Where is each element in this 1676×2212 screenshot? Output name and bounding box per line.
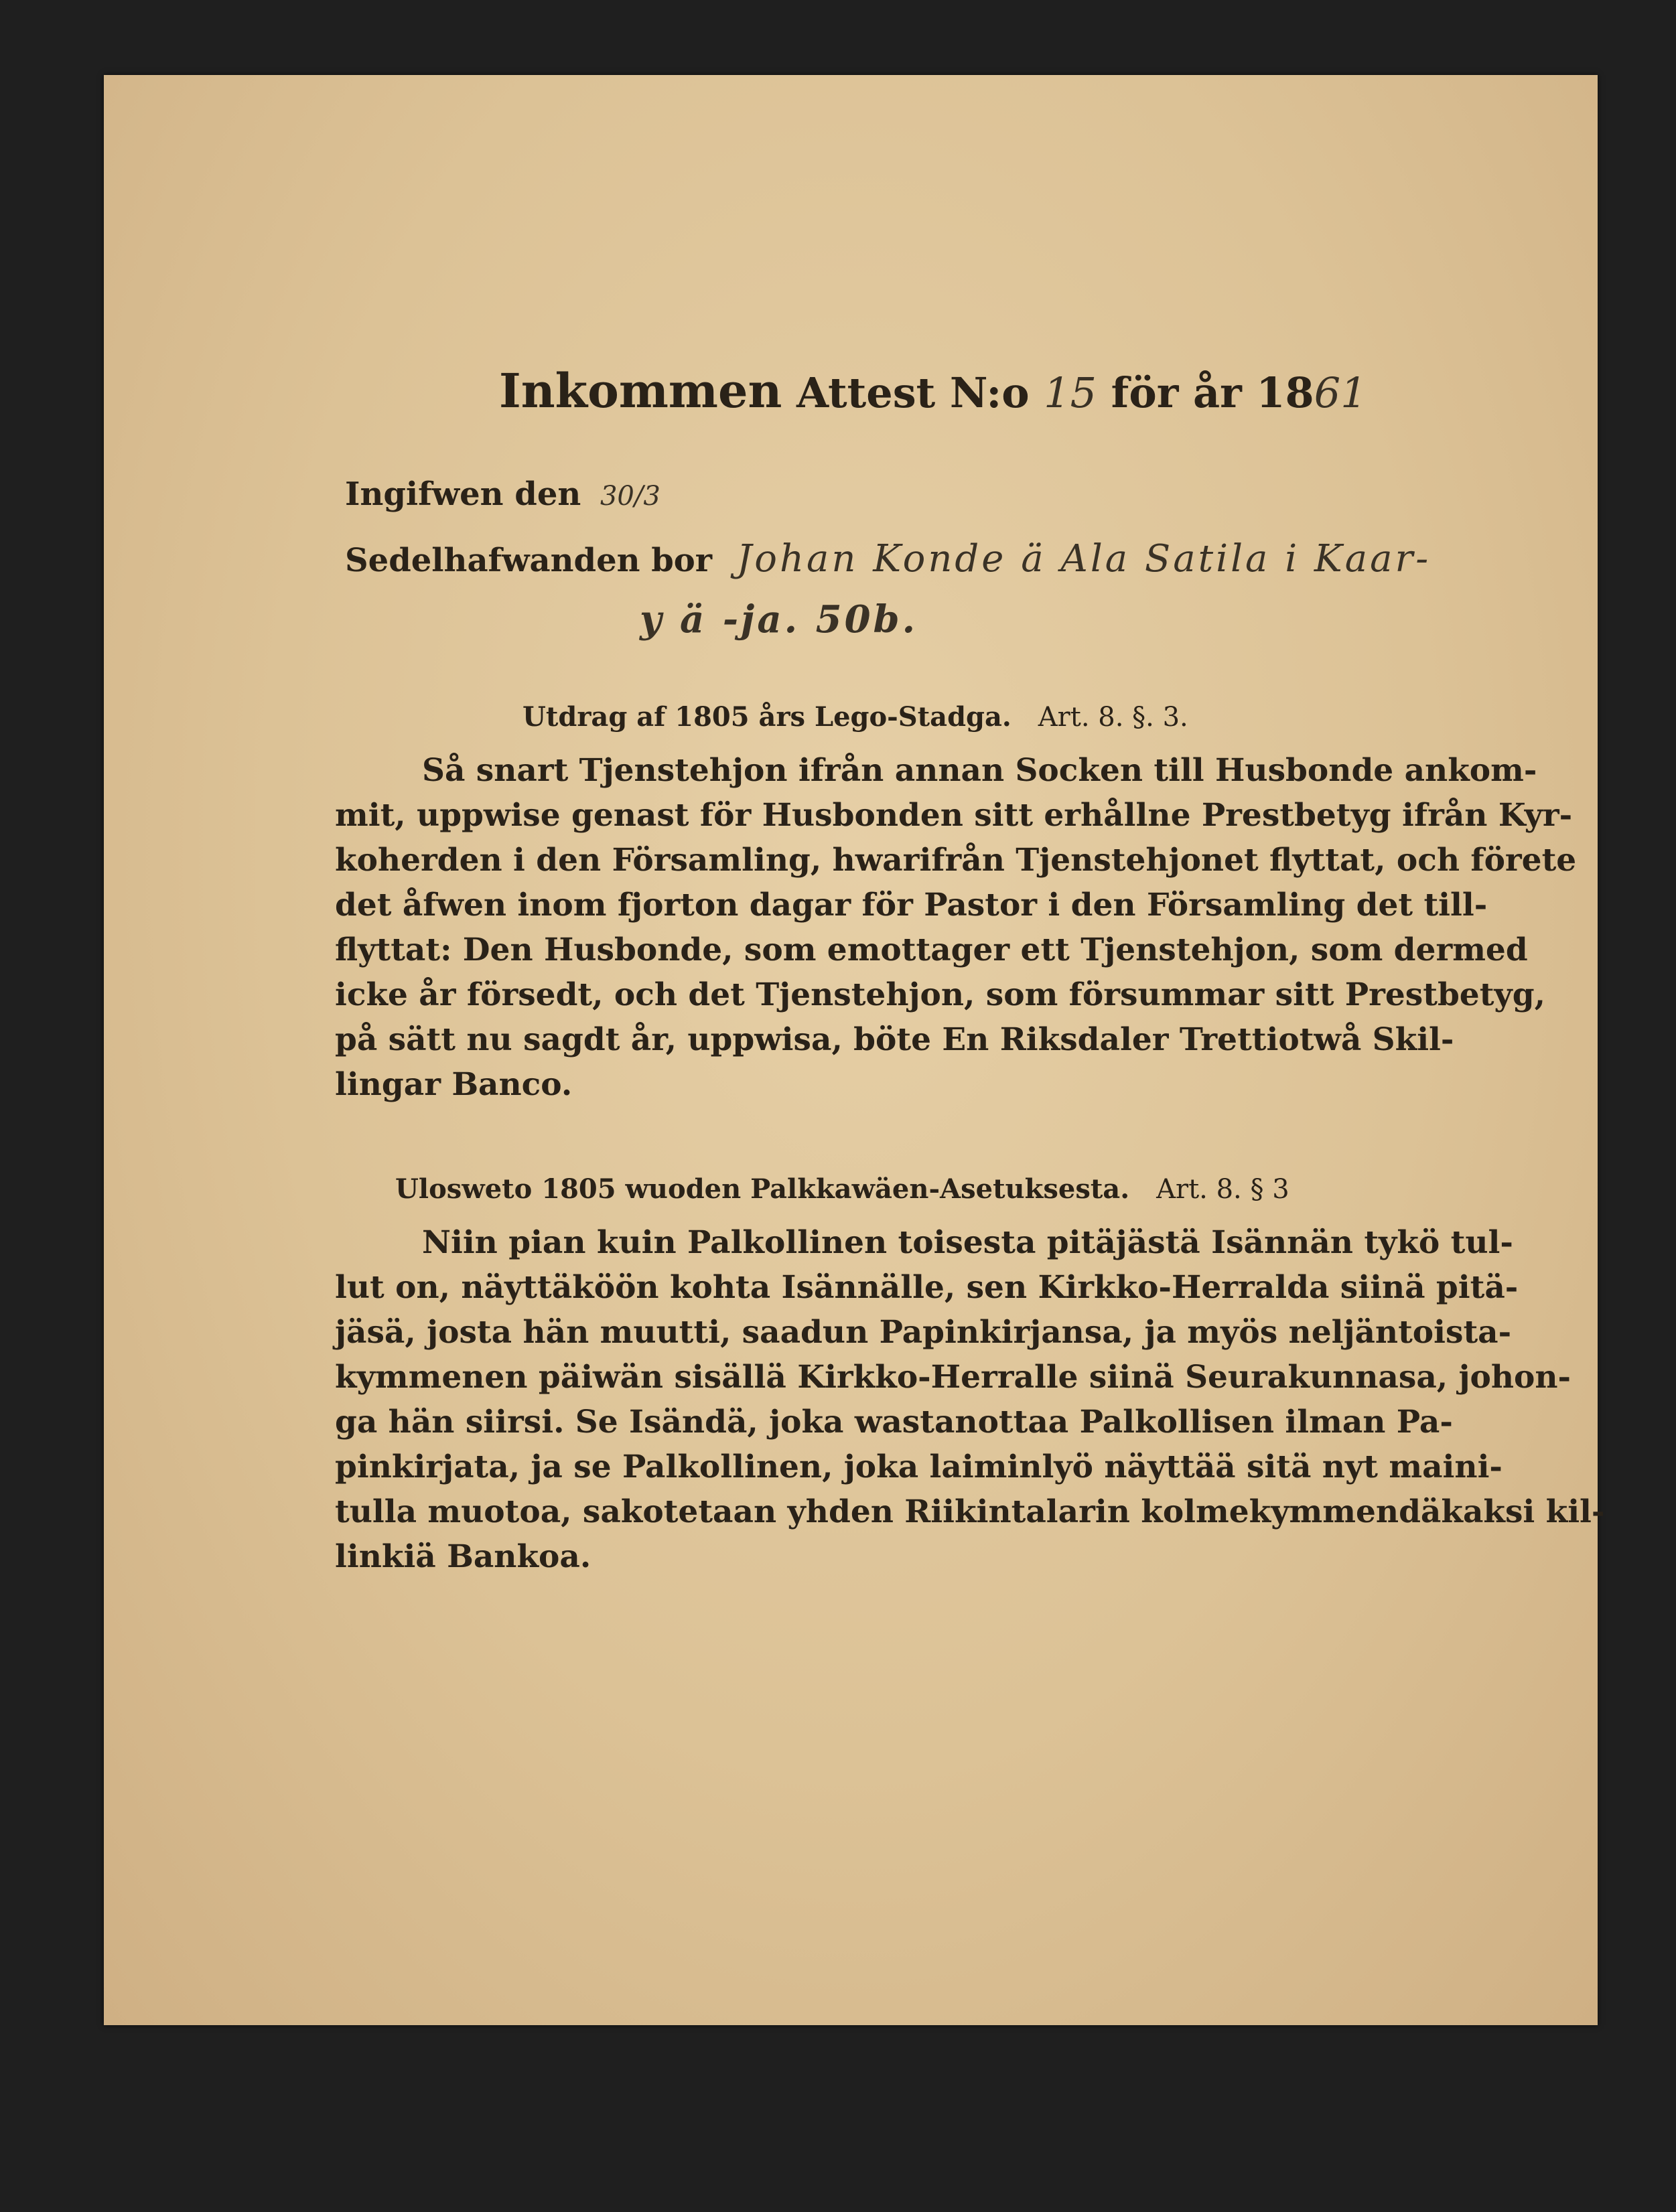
swedish-line: det åfwen inom fjorton dagar för Pastor i den Församling det till-	[335, 887, 1488, 924]
finnish-line: jäsä, josta hän muutti, saadun Papinkirjansa, ja myös neljäntoista-	[335, 1314, 1512, 1351]
finnish-line: lut on, näyttäköön kohta Isännälle, sen Kirkko-Herralda siinä pitä-	[335, 1269, 1519, 1306]
document-title	[499, 363, 1367, 419]
swedish-section-heading	[522, 701, 1188, 733]
attest-number: 15	[1044, 368, 1097, 417]
swedish-line: icke år försedt, och det Tjenstehjon, som försummar sitt Prestbetyg,	[335, 976, 1545, 1013]
finnish-heading-text: Ulosweto 1805 wuoden Palkkawäen-Asetuksesta.	[395, 1173, 1130, 1205]
title-attest-label: Attest N:o	[796, 368, 1030, 417]
finnish-line: linkiä Bankoa.	[335, 1538, 591, 1575]
finnish-line: ga hän siirsi. Se Isändä, joka wastanottaa Palkollisen ilman Pa-	[335, 1404, 1453, 1441]
finnish-article-ref: Art. 8. § 3	[1156, 1174, 1289, 1205]
document-page	[104, 75, 1605, 2025]
swedish-line: lingar Banco.	[335, 1066, 573, 1103]
swedish-line: flyttat: Den Husbonde, som emottager ett Tjenstehjon, som dermed	[335, 932, 1528, 968]
finnish-line: pinkirjata, ja se Palkollinen, joka laiminlyö näyttää sitä nyt maini-	[335, 1449, 1503, 1485]
submitted-date: 30/3	[600, 481, 660, 512]
swedish-article-ref: Art. 8. §. 3.	[1038, 702, 1188, 733]
swedish-line: mit, uppwise genast för Husbonden sitt erhållne Prestbetyg ifrån Kyr-	[335, 797, 1573, 834]
swedish-line: Så snart Tjenstehjon ifrån annan Socken till Husbonde ankom-	[422, 752, 1537, 789]
holder-row	[345, 537, 1431, 581]
finnish-section-heading	[395, 1173, 1289, 1205]
holder-address-line2: y ä -ja. 50b.	[640, 597, 918, 642]
submitted-label: Ingifwen den	[345, 475, 581, 513]
title-year-suffix: 61	[1314, 368, 1367, 417]
finnish-paragraph	[335, 1220, 1605, 1579]
swedish-heading-text: Utdrag af 1805 års Lego-Stadga.	[522, 701, 1011, 733]
swedish-paragraph	[335, 748, 1577, 1107]
finnish-line: Niin pian kuin Palkollinen toisesta pitäjästä Isännän tykö tul-	[422, 1224, 1513, 1261]
swedish-line: koherden i den Församling, hwarifrån Tjenstehjonet flyttat, och förete	[335, 842, 1577, 879]
title-prefix: Inkommen	[499, 363, 782, 419]
holder-label: Sedelhafwanden bor	[345, 542, 713, 579]
title-year-label: för år 18	[1111, 368, 1314, 417]
swedish-line: på sätt nu sagdt år, uppwisa, böte En Riksdaler Trettiotwå Skil-	[335, 1021, 1454, 1058]
finnish-line: tulla muotoa, sakotetaan yhden Riikintalarin kolmekymmendäkaksi kil-	[335, 1493, 1605, 1530]
submitted-row	[345, 475, 660, 513]
holder-address-line1: Johan Konde ä Ala Satila i Kaar-	[736, 537, 1431, 581]
finnish-line: kymmenen päiwän sisällä Kirkko-Herralle siinä Seurakunnasa, johon-	[335, 1359, 1572, 1396]
